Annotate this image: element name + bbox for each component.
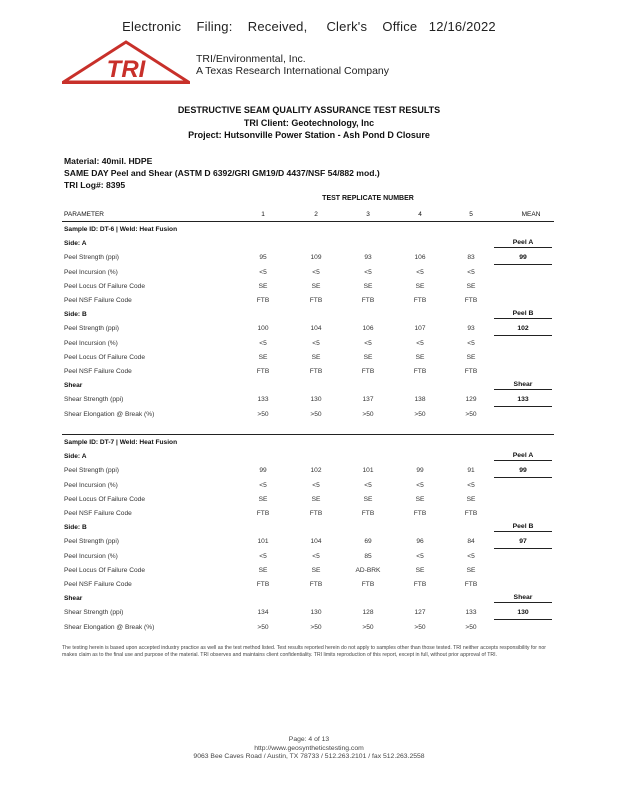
replicate-value: SE [415, 353, 425, 361]
parameter-label: Peel Incursion (%) [64, 268, 118, 276]
replicate-value: FTB [256, 510, 270, 517]
table-row [62, 479, 554, 493]
table-row [62, 464, 554, 478]
replicate-value: >50 [257, 623, 269, 631]
group-name: Side: A [64, 453, 87, 461]
parameter-label: Shear Strength (ppi) [64, 609, 124, 617]
table-row [62, 322, 554, 336]
replicate-value: 101 [362, 467, 374, 475]
replicate-value: FTB [464, 510, 478, 517]
replicate-value: SE [363, 282, 373, 290]
mean-value: 97 [519, 538, 527, 546]
table-row [62, 365, 554, 379]
replicate-value: 91 [467, 467, 475, 475]
replicate-value: SE [466, 282, 476, 290]
report-title: DESTRUCTIVE SEAM QUALITY ASSURANCE TEST RESULTS [177, 105, 441, 115]
group-header-row [62, 592, 554, 606]
replicate-header: TEST REPLICATE NUMBER [322, 195, 414, 202]
replicate-value: SE [466, 353, 476, 361]
test-meta [64, 155, 380, 191]
parameter-label: Shear Elongation @ Break (%) [64, 623, 155, 631]
sample-id-row [62, 223, 554, 237]
replicate-value: 100 [257, 325, 269, 333]
parameter-label: Shear Elongation @ Break (%) [64, 410, 155, 418]
replicate-value: 129 [465, 396, 477, 404]
replicate-value: SE [466, 566, 476, 574]
group-header-row [62, 308, 554, 322]
replicate-value: <5 [467, 268, 475, 276]
replicate-value: >50 [414, 623, 426, 631]
table-row [62, 393, 554, 407]
replicate-value: <5 [416, 481, 424, 489]
project-line: Project: Hutsonville Power Station - Ash Pond D Closure [188, 130, 430, 140]
table-row [62, 351, 554, 365]
replicate-value: 99 [416, 467, 424, 475]
log-line: TRI Log#: 8395 [64, 180, 126, 190]
group-header-row [62, 521, 554, 535]
parameter-label: Peel Locus Of Failure Code [64, 495, 145, 503]
table-row [62, 251, 554, 265]
page-footer [0, 736, 618, 762]
mean-label: Peel B [494, 310, 552, 319]
replicate-value: 127 [414, 609, 426, 617]
replicate-value: SE [258, 566, 268, 574]
replicate-value: SE [258, 495, 268, 503]
logo-text: TRI [106, 56, 146, 83]
replicate-value: 85 [364, 552, 372, 560]
replicate-value: SE [311, 353, 321, 361]
replicate-value: 84 [467, 538, 475, 546]
replicate-value: 95 [259, 254, 267, 262]
parameter-label: Peel Locus Of Failure Code [64, 566, 145, 574]
replicate-value: FTB [256, 297, 270, 304]
replicate-value: FTB [413, 581, 427, 588]
replicate-value: <5 [364, 268, 372, 276]
replicate-value: SE [415, 495, 425, 503]
replicate-value: 106 [362, 325, 374, 333]
replicate-value: 102 [310, 467, 322, 475]
parameter-label: Peel Strength (ppi) [64, 467, 119, 475]
replicate-value: 69 [364, 538, 372, 546]
group-header-row [62, 237, 554, 251]
sample-section-dt7 [62, 434, 554, 640]
parameter-label: Peel Locus Of Failure Code [64, 353, 145, 361]
group-header-row [62, 450, 554, 464]
replicate-value: SE [363, 495, 373, 503]
replicate-value: <5 [312, 339, 320, 347]
table-row [62, 578, 554, 592]
parameter-label: Peel Incursion (%) [64, 339, 118, 347]
parameter-label: Peel Strength (ppi) [64, 538, 119, 546]
replicate-value: FTB [361, 368, 375, 375]
material-line: Material: 40mil. HDPE [64, 156, 153, 166]
replicate-col-5: 5 [469, 211, 473, 218]
replicate-value: <5 [416, 339, 424, 347]
replicate-value: FTB [413, 297, 427, 304]
replicate-value: 93 [467, 325, 475, 333]
mean-value: 102 [517, 325, 529, 333]
parameter-label: Peel Incursion (%) [64, 552, 118, 560]
filing-stamp: Electronic Filing: Received, Clerk's Office 12/16/2022 [122, 19, 496, 34]
replicate-value: 130 [310, 609, 322, 617]
replicate-value: >50 [414, 410, 426, 418]
replicate-value: <5 [259, 268, 267, 276]
replicate-value: 83 [467, 254, 475, 262]
replicate-value: FTB [361, 510, 375, 517]
replicate-value: FTB [256, 581, 270, 588]
replicate-value: 107 [414, 325, 426, 333]
replicate-value: FTB [464, 581, 478, 588]
replicate-value: 104 [310, 538, 322, 546]
mean-value: 133 [517, 396, 529, 404]
replicate-value: >50 [310, 410, 322, 418]
group-header-row [62, 379, 554, 393]
company-name: TRI/Environmental, Inc. [196, 53, 306, 65]
replicate-value: SE [311, 495, 321, 503]
sample-id: Sample ID: DT-6 | Weld: Heat Fusion [64, 226, 178, 233]
replicate-value: 128 [362, 609, 374, 617]
replicate-value: FTB [464, 297, 478, 304]
replicate-col-3: 3 [366, 211, 370, 218]
replicate-value: FTB [309, 581, 323, 588]
mean-value: 99 [519, 467, 527, 475]
replicate-value: FTB [361, 297, 375, 304]
group-name: Shear [64, 595, 83, 603]
group-name: Side: B [64, 524, 87, 532]
table-row [62, 294, 554, 308]
sample-id-row [62, 436, 554, 450]
replicate-value: 96 [416, 538, 424, 546]
replicate-value: SE [258, 282, 268, 290]
replicate-value: SE [415, 282, 425, 290]
sample-section-dt6 [62, 222, 554, 427]
replicate-value: 104 [310, 325, 322, 333]
replicate-value: 106 [414, 254, 426, 262]
parameter-label: Peel NSF Failure Code [64, 510, 132, 517]
mean-label: Shear [494, 381, 552, 390]
company-tagline: A Texas Research International Company [196, 65, 389, 77]
parameter-label: Peel Incursion (%) [64, 481, 118, 489]
replicate-value: <5 [364, 481, 372, 489]
replicate-value: FTB [413, 510, 427, 517]
replicate-value: <5 [416, 268, 424, 276]
table-row [62, 507, 554, 521]
table-row [62, 280, 554, 294]
replicate-value: FTB [361, 581, 375, 588]
replicate-value: <5 [312, 481, 320, 489]
parameter-label: Peel NSF Failure Code [64, 368, 132, 375]
replicate-value: <5 [259, 481, 267, 489]
parameter-label: Peel NSF Failure Code [64, 581, 132, 588]
mean-label: Peel A [494, 239, 552, 248]
replicate-value: FTB [309, 368, 323, 375]
page-number: Page: 4 of 13 [288, 736, 330, 743]
replicate-value: SE [466, 495, 476, 503]
company-info [196, 53, 389, 77]
table-row [62, 266, 554, 280]
mean-label: Peel A [494, 452, 552, 461]
replicate-value: <5 [364, 339, 372, 347]
replicate-value: FTB [413, 368, 427, 375]
replicate-value: SE [415, 566, 425, 574]
replicate-value: FTB [256, 368, 270, 375]
replicate-value: >50 [362, 623, 374, 631]
replicate-value: 134 [257, 609, 269, 617]
replicate-value: <5 [312, 552, 320, 560]
replicate-value: >50 [257, 410, 269, 418]
replicate-value: AD-BRK [355, 566, 381, 574]
parameter-label: Peel Locus Of Failure Code [64, 282, 145, 290]
mean-value: 99 [519, 254, 527, 262]
table-row [62, 550, 554, 564]
replicate-value: <5 [467, 339, 475, 347]
replicate-value: >50 [362, 410, 374, 418]
parameter-label: Peel Strength (ppi) [64, 254, 119, 262]
replicate-value: SE [311, 566, 321, 574]
replicate-value: >50 [465, 623, 477, 631]
mean-header: MEAN [521, 211, 541, 218]
replicate-col-2: 2 [314, 211, 318, 218]
replicate-value: <5 [416, 552, 424, 560]
method-line: SAME DAY Peel and Shear (ASTM D 6392/GRI GM19/D 4437/NSF 54/882 mod.) [64, 168, 380, 178]
group-name: Side: A [64, 240, 87, 248]
mean-label: Peel B [494, 523, 552, 532]
column-header-row [62, 209, 554, 222]
replicate-value: <5 [259, 339, 267, 347]
client-line: TRI Client: Geotechnology, Inc [243, 117, 375, 128]
table-row [62, 621, 554, 635]
tri-logo [62, 40, 190, 84]
replicate-value: FTB [309, 297, 323, 304]
replicate-value: 101 [257, 538, 269, 546]
replicate-value: <5 [312, 268, 320, 276]
report-title-block [0, 104, 618, 142]
sample-id: Sample ID: DT-7 | Weld: Heat Fusion [64, 439, 178, 446]
replicate-value: <5 [467, 481, 475, 489]
replicate-value: 137 [362, 396, 374, 404]
group-name: Side: B [64, 311, 87, 319]
replicate-value: >50 [310, 623, 322, 631]
table-row [62, 564, 554, 578]
table-row [62, 493, 554, 507]
mean-value: 130 [517, 609, 529, 617]
replicate-value: 99 [259, 467, 267, 475]
parameter-label: Peel Strength (ppi) [64, 325, 119, 333]
parameter-header: PARAMETER [64, 211, 104, 218]
table-row [62, 408, 554, 422]
replicate-value: 93 [364, 254, 372, 262]
replicate-col-1: 1 [261, 211, 265, 218]
parameter-label: Shear Strength (ppi) [64, 396, 124, 404]
table-row [62, 606, 554, 620]
parameter-label: Peel NSF Failure Code [64, 297, 132, 304]
website-link[interactable]: http://www.geosyntheticstesting.com [254, 744, 364, 752]
replicate-value: FTB [309, 510, 323, 517]
disclaimer: The testing herein is based upon accepted industry practice as well as the test method listed. Test results reported herein do not apply to samples other than those tested. TRI neither accepts responsibility for nor makes claim as to the final use and purpose of the material. TRI observes and maintains client confidentiality. TRI limits reproduction of this report, except in full, without prior approval of TRI. [62, 645, 546, 658]
replicate-value: <5 [259, 552, 267, 560]
table-row [62, 337, 554, 351]
replicate-value: 138 [414, 396, 426, 404]
replicate-value: SE [363, 353, 373, 361]
group-name: Shear [64, 382, 83, 390]
replicate-value: 109 [310, 254, 322, 262]
replicate-value: FTB [464, 368, 478, 375]
replicate-col-4: 4 [418, 211, 422, 218]
replicate-value: 130 [310, 396, 322, 404]
mean-label: Shear [494, 594, 552, 603]
replicate-value: >50 [465, 410, 477, 418]
replicate-value: <5 [467, 552, 475, 560]
replicate-value: 133 [257, 396, 269, 404]
replicate-value: 133 [465, 609, 477, 617]
replicate-value: SE [311, 282, 321, 290]
replicate-value: SE [258, 353, 268, 361]
table-row [62, 535, 554, 549]
company-address: 9063 Bee Caves Road / Austin, TX 78733 / 512.263.2101 / fax 512.263.2558 [193, 753, 425, 760]
